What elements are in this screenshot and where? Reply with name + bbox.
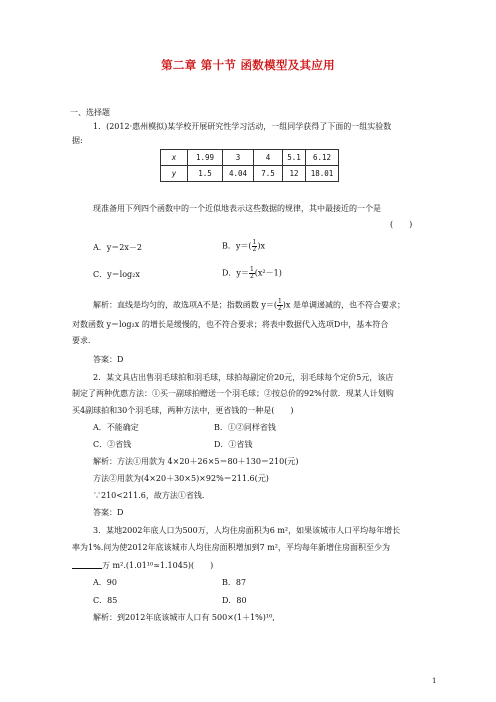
fill-in-blank xyxy=(72,560,102,569)
q2-solution-line-3: ∵210<211.6，故方法①省钱． xyxy=(93,491,210,500)
q3-solution-line-1: 解析：到2012年底该城市人口有 500×(1＋1%)¹⁰, xyxy=(93,613,275,622)
table-cell: 1.5 xyxy=(188,166,223,182)
q1-solution-line-2: 对数函数 y＝log₂x 的增长是缓慢的，也不符合要求；将表中数据代入选项D中，基本符合 xyxy=(72,320,389,329)
table-cell: 12 xyxy=(283,166,306,182)
table-cell: 4.04 xyxy=(223,166,254,182)
section-heading: 一、选择题 xyxy=(70,108,110,117)
q1-solution-line-3: 要求． xyxy=(72,336,96,345)
table-header-x: x xyxy=(161,150,188,166)
q1-intro-line-2: 据: xyxy=(72,136,83,145)
table-row xyxy=(161,166,339,182)
table-cell: 3 xyxy=(223,150,254,166)
table-cell: 4 xyxy=(254,150,283,166)
q3-option-b: B．87 xyxy=(222,578,247,587)
q1-question: 现准备用下列四个函数中的一个近似地表示这些数据的规律，其中最接近的一个是 xyxy=(93,204,381,213)
q1-answer-paren: ( ) xyxy=(390,220,413,229)
q2-option-b: B．①②同样省钱 xyxy=(214,423,276,432)
table-header-y: y xyxy=(161,166,188,182)
q1-option-c: C．y＝log₂x xyxy=(93,270,140,279)
q2-option-a: A．不能确定 xyxy=(93,423,139,432)
q3-option-a: A．90 xyxy=(93,578,117,587)
q2-solution-line-2: 方法②用款为(4×20＋30×5)×92%＝211.6(元) xyxy=(93,474,269,483)
q2-solution-line-1: 解析：方法①用款为 4×20＋26×5＝80＋130＝210(元) xyxy=(93,457,299,466)
q3-option-c: C．85 xyxy=(93,596,118,605)
table-cell: 18.01 xyxy=(306,166,339,182)
table-cell: 1.99 xyxy=(188,150,223,166)
q2-answer: 答案：D xyxy=(93,508,124,517)
table-row xyxy=(161,150,339,166)
q2-option-d: D．①省钱 xyxy=(214,440,253,449)
q1-solution-line-1: 解析：直线是均匀的，故选项A不是；指数函数 y＝( $\frac{1}{2}$ )x 是单调递减的，也不符合要求； xyxy=(93,298,405,312)
q2-option-c: C．②省钱 xyxy=(93,440,132,449)
q2-line-2: 制定了两种优惠方法：①买一副球拍赠送一个羽毛球；②按总价的92%付款．现某人计划购 xyxy=(72,389,394,398)
q1-option-b: B．y＝( $\frac{1}{2}$ )x xyxy=(222,239,265,253)
q3-line-1: 3．某地2002年底人口为500万，人均住房面积为6 m²，如果该城市人口平均每年增长 xyxy=(93,526,401,535)
q3-line-3: 万 m².(1.01¹⁰≈1.1045)( ) xyxy=(72,560,213,571)
chapter-title: 第二章 第十节 函数模型及其应用 xyxy=(161,58,335,72)
table-cell: 7.5 xyxy=(254,166,283,182)
q1-option-d: D．y＝ $\frac{1}{2}$ (x²－1) xyxy=(222,266,282,280)
q1-intro-line-1: 1．(2012·惠州模拟)某学校开展研究性学习活动，一组同学获得了下面的一组实验数 xyxy=(93,122,392,131)
table-cell: 6.12 xyxy=(306,150,339,166)
q1-data-table xyxy=(160,149,339,182)
page-number: 1 xyxy=(432,677,437,685)
q3-option-d: D．80 xyxy=(222,596,247,605)
q1-option-a: A．y＝2x－2 xyxy=(93,243,142,252)
q2-line-1: 2．某文具店出售羽毛球拍和羽毛球，球拍每副定价20元，羽毛球每个定价5元，该店 xyxy=(93,373,394,382)
q1-answer: 答案：D xyxy=(93,355,124,364)
table-cell: 5.1 xyxy=(283,150,306,166)
q3-line-2: 率为1%.问为使2012年底该城市人均住房面积增加到7 m²，平均每年新增住房面积至少为 xyxy=(72,543,391,552)
q2-line-3: 买4副球拍和30个羽毛球，两种方法中，更省钱的一种是( ) xyxy=(72,406,294,415)
